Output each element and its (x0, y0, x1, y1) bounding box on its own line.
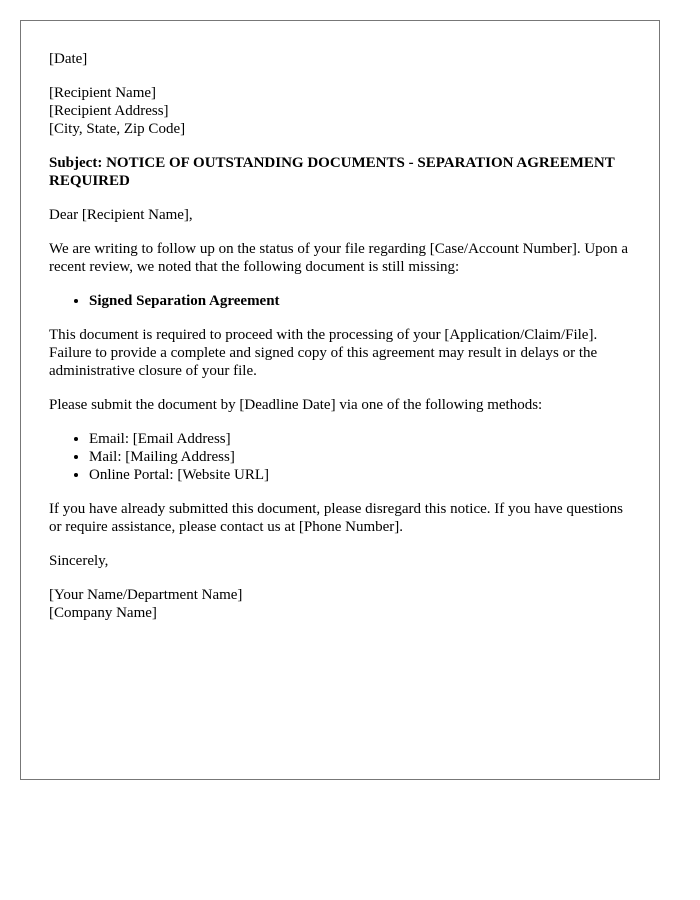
recipient-city-state-zip: [City, State, Zip Code] (49, 121, 186, 137)
paragraph-follow-up: We are writing to follow up on the status of your file regarding [Case/Account Number]. Upon a recent review, we noted that the following document is still missing: (49, 241, 629, 275)
subject-line: Subject: NOTICE OF OUTSTANDING DOCUMENTS - SEPARATION AGREEMENT REQUIRED (49, 155, 615, 189)
method-email: • Email: [Email Address] (89, 430, 631, 448)
signature-company: [Company Name] (49, 605, 157, 621)
paragraph-submit-instructions: Please submit the document by [Deadline Date] via one of the following methods: (49, 397, 543, 413)
closing: Sincerely, (49, 553, 109, 569)
recipient-block (49, 84, 631, 138)
signature-block (49, 586, 631, 622)
missing-documents-list (49, 292, 631, 310)
salutation: Dear [Recipient Name], (49, 207, 193, 223)
recipient-address: [Recipient Address] (49, 103, 169, 119)
signature-name: [Your Name/Department Name] (49, 587, 243, 603)
missing-document-item: • Signed Separation Agreement (89, 292, 631, 310)
letter-page (20, 20, 660, 780)
paragraph-disregard-contact: If you have already submitted this document, please disregard this notice. If you have questions or require assistance, please contact us at [Phone Number]. (49, 501, 624, 535)
method-mail: • Mail: [Mailing Address] (89, 448, 631, 466)
method-online-portal: • Online Portal: [Website URL] (89, 466, 631, 484)
recipient-name: [Recipient Name] (49, 85, 157, 101)
submission-methods-list (49, 430, 631, 484)
paragraph-requirement: This document is required to proceed with the processing of your [Application/Claim/File]. Failure to provide a complete and signed copy of this agreement may result in delays or the administrative closure of your file. (49, 327, 598, 379)
date: [Date] (49, 51, 88, 67)
